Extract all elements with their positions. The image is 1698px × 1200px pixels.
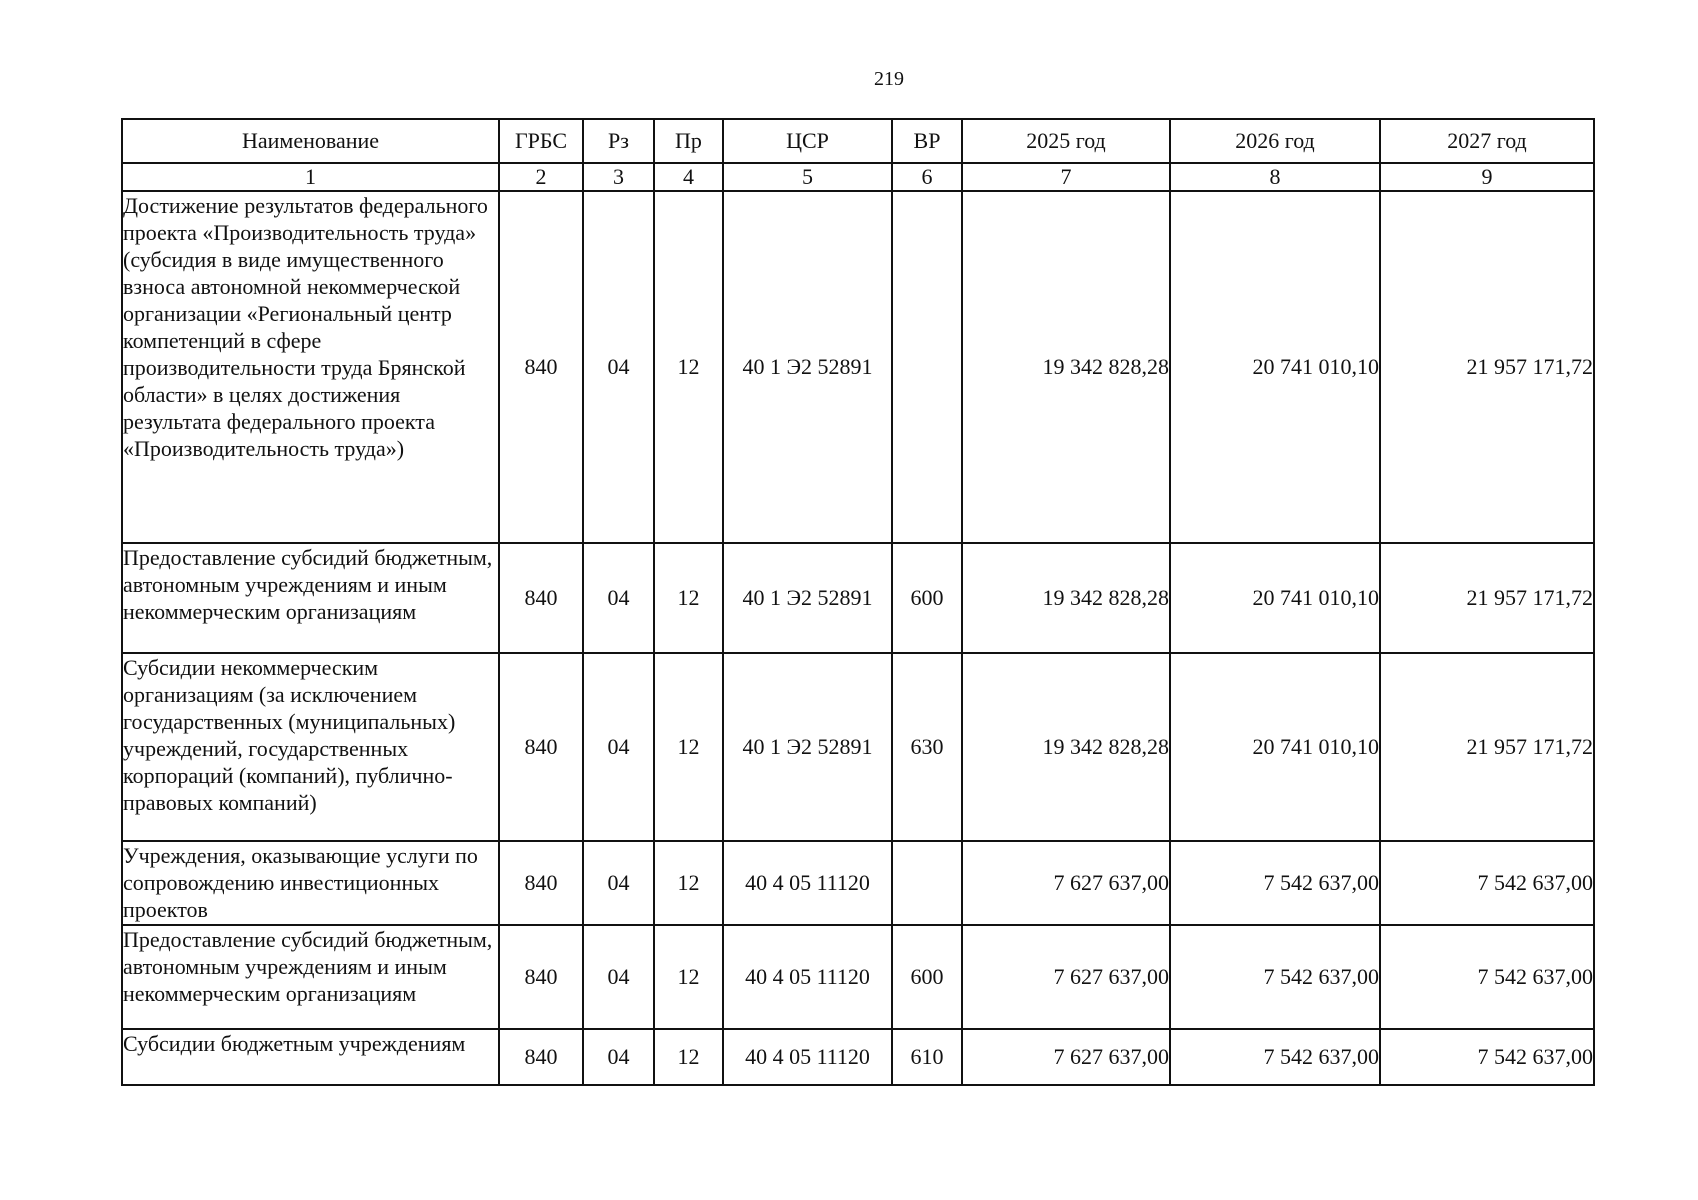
row-csr: 40 4 05 11120 [723, 1029, 892, 1085]
row-amount-2026: 7 542 637,00 [1170, 1029, 1380, 1085]
row-name: Субсидии некоммерческим организациям (за исключением государственных (муниципальных) учреждений, государственных корпораций (компаний), публично-правовых компаний) [122, 653, 499, 841]
row-amount-2027: 21 957 171,72 [1380, 191, 1594, 543]
column-header-2027: 2027 год [1380, 119, 1594, 163]
column-number: 2 [499, 163, 583, 191]
row-amount-2027: 7 542 637,00 [1380, 925, 1594, 1029]
row-name: Субсидии бюджетным учреждениям [122, 1029, 499, 1085]
column-number: 6 [892, 163, 962, 191]
row-amount-2026: 7 542 637,00 [1170, 925, 1380, 1029]
row-grbs: 840 [499, 841, 583, 925]
row-amount-2027: 7 542 637,00 [1380, 841, 1594, 925]
row-grbs: 840 [499, 653, 583, 841]
row-name: Предоставление субсидий бюджетным, автономным учреждениям и иным некоммерческим организациям [122, 543, 499, 653]
row-amount-2026: 20 741 010,10 [1170, 191, 1380, 543]
row-amount-2027: 21 957 171,72 [1380, 543, 1594, 653]
row-csr: 40 1 Э2 52891 [723, 653, 892, 841]
row-grbs: 840 [499, 543, 583, 653]
row-amount-2027: 7 542 637,00 [1380, 1029, 1594, 1085]
column-header-rz: Рз [583, 119, 654, 163]
column-header-name: Наименование [122, 119, 499, 163]
row-name: Предоставление субсидий бюджетным, автономным учреждениям и иным некоммерческим организациям [122, 925, 499, 1029]
table-row [122, 543, 1594, 653]
row-pr: 12 [654, 191, 723, 543]
row-amount-2025: 19 342 828,28 [962, 543, 1170, 653]
row-vr [892, 191, 962, 543]
table-row [122, 925, 1594, 1029]
column-number-row [122, 163, 1594, 191]
row-csr: 40 4 05 11120 [723, 841, 892, 925]
column-number: 5 [723, 163, 892, 191]
row-rz: 04 [583, 191, 654, 543]
row-rz: 04 [583, 543, 654, 653]
row-csr: 40 1 Э2 52891 [723, 191, 892, 543]
column-number: 9 [1380, 163, 1594, 191]
column-header-2025: 2025 год [962, 119, 1170, 163]
table-row [122, 841, 1594, 925]
row-amount-2026: 20 741 010,10 [1170, 543, 1380, 653]
row-rz: 04 [583, 653, 654, 841]
column-header-vr: ВР [892, 119, 962, 163]
row-amount-2025: 7 627 637,00 [962, 1029, 1170, 1085]
row-rz: 04 [583, 925, 654, 1029]
column-header-grbs: ГРБС [499, 119, 583, 163]
row-amount-2026: 20 741 010,10 [1170, 653, 1380, 841]
row-amount-2025: 19 342 828,28 [962, 191, 1170, 543]
row-vr: 600 [892, 543, 962, 653]
row-grbs: 840 [499, 191, 583, 543]
row-amount-2025: 7 627 637,00 [962, 925, 1170, 1029]
row-name: Учреждения, оказывающие услуги по сопровождению инвестиционных проектов [122, 841, 499, 925]
row-grbs: 840 [499, 925, 583, 1029]
header-row [122, 119, 1594, 163]
row-name: Достижение результатов федерального проекта «Производительность труда» (субсидия в виде имущественного взноса автономной некоммерческой организации «Региональный центр компетенций в сфере производительности труда Брянской области» в целях достижения результата федерального проекта «Производительность труда») [122, 191, 499, 543]
row-pr: 12 [654, 925, 723, 1029]
column-number: 8 [1170, 163, 1380, 191]
row-vr: 630 [892, 653, 962, 841]
column-header-2026: 2026 год [1170, 119, 1380, 163]
row-csr: 40 4 05 11120 [723, 925, 892, 1029]
row-vr [892, 841, 962, 925]
budget-table [121, 118, 1595, 1086]
column-number: 4 [654, 163, 723, 191]
row-amount-2025: 7 627 637,00 [962, 841, 1170, 925]
row-amount-2027: 21 957 171,72 [1380, 653, 1594, 841]
page-number: 219 [874, 68, 904, 90]
row-pr: 12 [654, 1029, 723, 1085]
column-number: 7 [962, 163, 1170, 191]
row-csr: 40 1 Э2 52891 [723, 543, 892, 653]
row-pr: 12 [654, 841, 723, 925]
row-pr: 12 [654, 653, 723, 841]
row-vr: 600 [892, 925, 962, 1029]
row-amount-2026: 7 542 637,00 [1170, 841, 1380, 925]
row-vr: 610 [892, 1029, 962, 1085]
row-amount-2025: 19 342 828,28 [962, 653, 1170, 841]
column-number: 1 [122, 163, 499, 191]
table-row [122, 191, 1594, 543]
column-header-pr: Пр [654, 119, 723, 163]
row-grbs: 840 [499, 1029, 583, 1085]
row-rz: 04 [583, 1029, 654, 1085]
column-number: 3 [583, 163, 654, 191]
table-row [122, 1029, 1594, 1085]
row-rz: 04 [583, 841, 654, 925]
row-pr: 12 [654, 543, 723, 653]
column-header-csr: ЦСР [723, 119, 892, 163]
table-row [122, 653, 1594, 841]
